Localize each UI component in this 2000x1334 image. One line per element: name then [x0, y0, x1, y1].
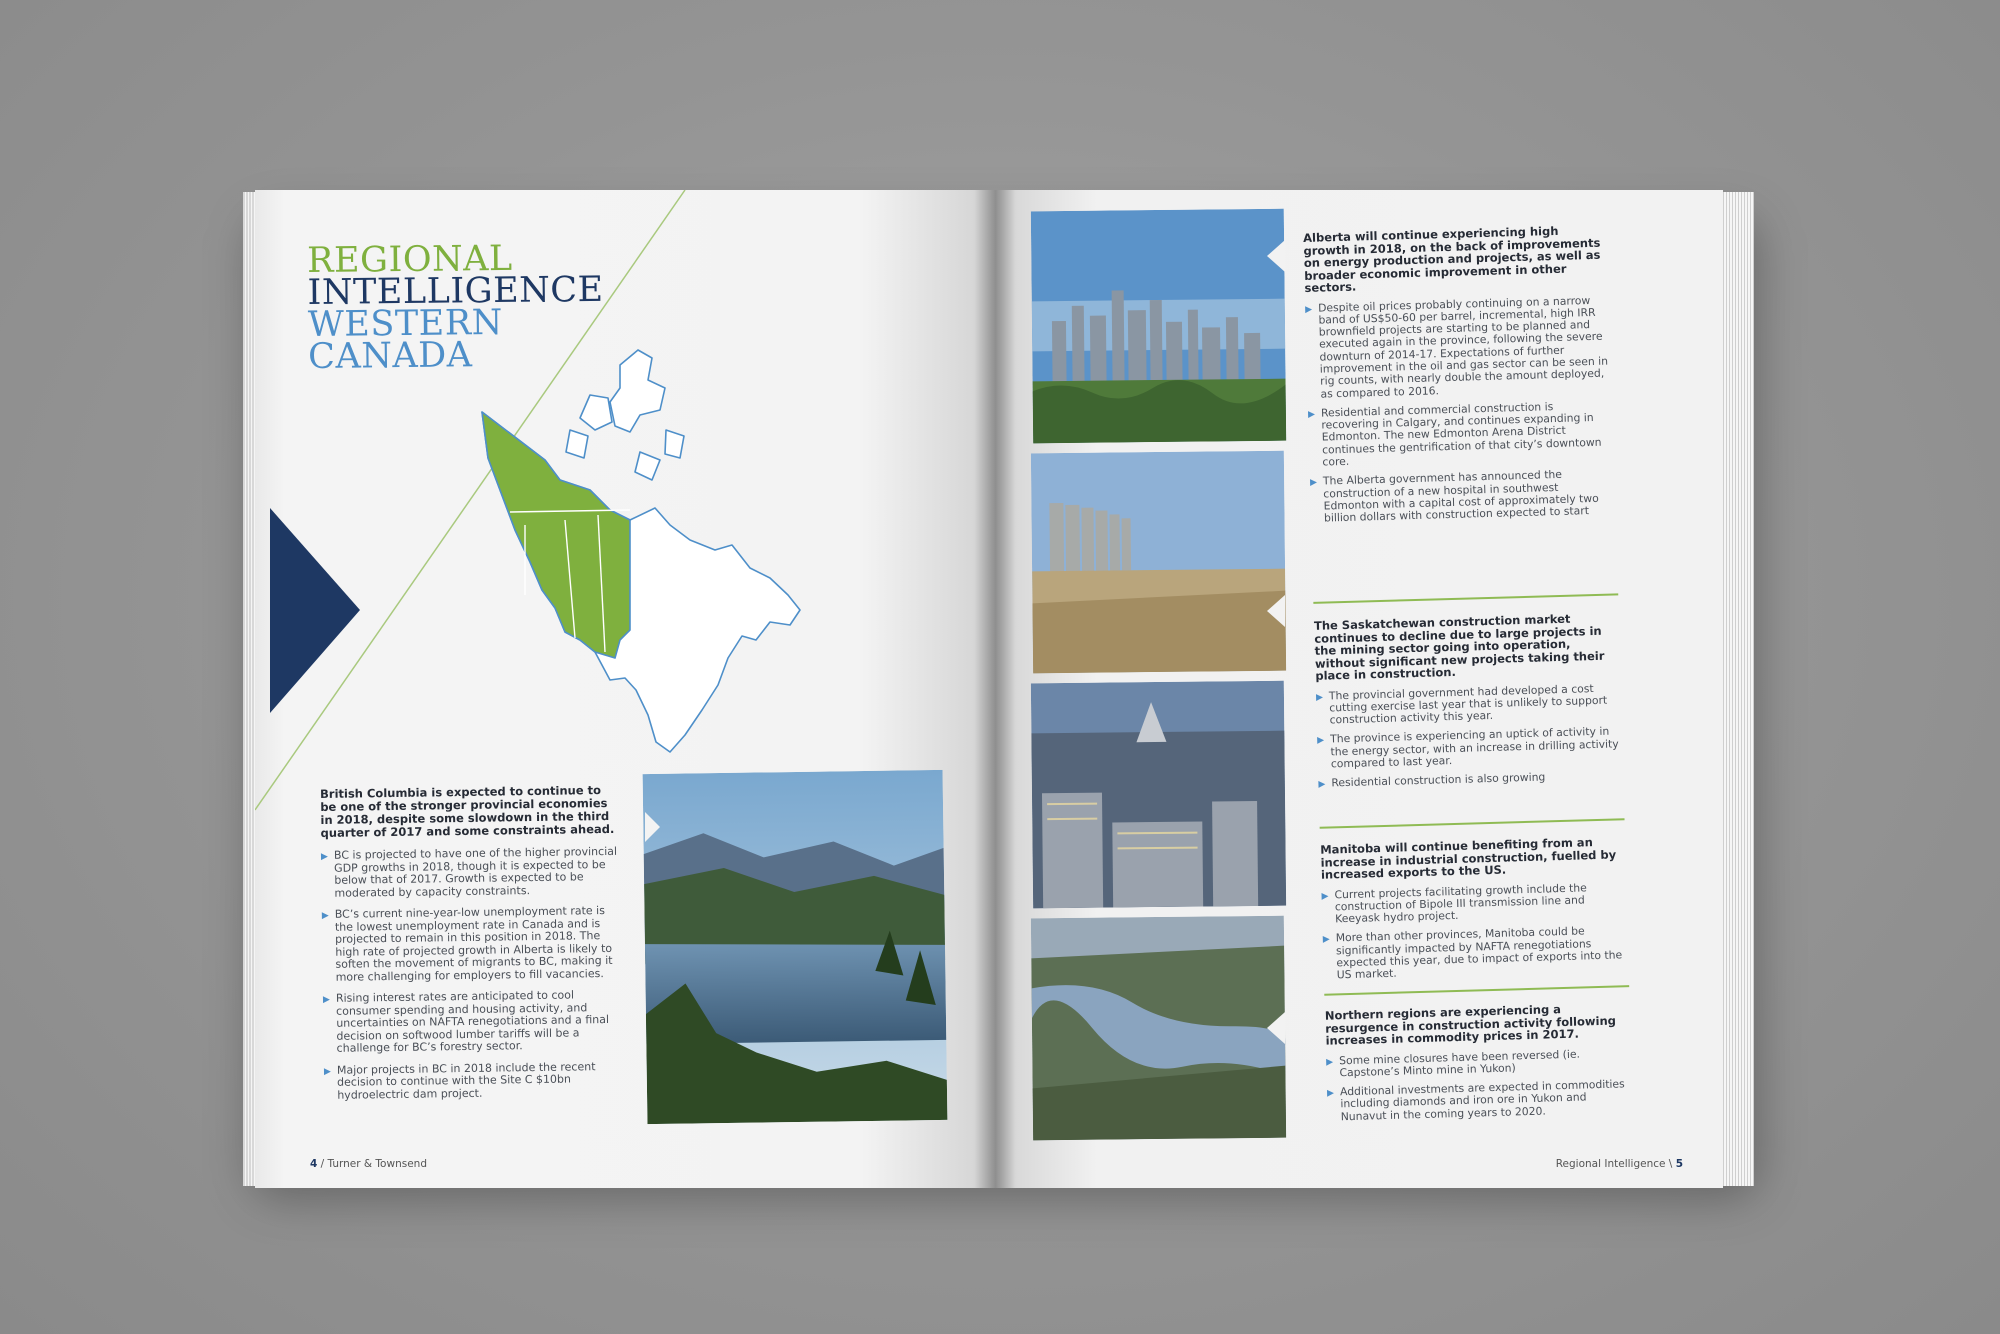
bc-bullets	[321, 846, 624, 1102]
page-number: 4	[310, 1158, 318, 1170]
triangle-right-icon: ▶	[1309, 478, 1318, 489]
bullet-text: Additional investments are expected in commodities including diamonds and iron ore in Yukon and Nunavut in the coming years to 2020.	[1339, 1077, 1625, 1123]
triangle-right-icon: ▶	[1315, 692, 1324, 703]
title-line-intelligence: INTELLIGENCE	[307, 269, 604, 313]
triangle-right-icon: ▶	[1326, 1088, 1335, 1099]
navy-triangle	[270, 508, 360, 713]
list-item	[324, 1060, 624, 1102]
bullet-text: More than other provinces, Manitoba could be significantly impacted by NAFTA renegotiations expected this year, due to impact of exports into the US market.	[1335, 924, 1623, 982]
triangle-right-icon: ▶	[1317, 736, 1325, 747]
manitoba-section	[1320, 835, 1629, 989]
triangle-right-icon: ▶	[1322, 934, 1330, 946]
section-name: Regional Intelligence	[1555, 1158, 1666, 1170]
book-gutter	[975, 190, 1015, 1188]
bullet-text: Some mine closures have been reversed (ie. Capstone’s Minto mine in Yukon)	[1338, 1047, 1581, 1080]
triangle-right-icon: ▶	[323, 1066, 331, 1077]
bullet-text: BC’s current nine-year-low unemployment rate is the lowest unemployment rate in Canada and is projected to remain in this position in 2018. The high rate of projected growth in Alberta is likely to soften the movement of migrants to BC, making it more challenging for employers to fill vacancies.	[334, 904, 613, 984]
page-number: 5	[1675, 1158, 1683, 1170]
photo-notch	[1267, 595, 1285, 627]
list-item	[1316, 682, 1622, 727]
section-divider	[1313, 593, 1618, 604]
photo-notch	[645, 812, 660, 842]
right-footer	[1556, 1158, 1683, 1170]
bullet-text: Major projects in BC in 2018 include the recent decision to continue with the Site C $10bn hydroelectric dam project.	[336, 1059, 596, 1102]
manitoba-lead: Manitoba will continue benefiting from an increase in industrial construction, fuelled by increased exports to the US.	[1320, 835, 1617, 882]
bc-lead: British Columbia is expected to continue to be one of the stronger provincial economies in 2018, despite some slowdown in the third quarter of 2017 and some constraints ahead.	[319, 783, 615, 840]
footer-separator: \	[1665, 1158, 1676, 1170]
right-page	[995, 190, 1723, 1188]
list-item	[1323, 925, 1629, 983]
title-line-canada: CANADA	[307, 335, 473, 377]
list-item	[322, 905, 623, 984]
alberta-bullets	[1305, 294, 1616, 525]
footer-separator: /	[317, 1158, 328, 1170]
photo-notch	[1267, 240, 1285, 272]
city-night-photo	[1031, 681, 1286, 909]
list-item	[1326, 1047, 1632, 1080]
city-skyline-photo	[1031, 209, 1286, 444]
title-line-regional: REGIONAL	[306, 238, 513, 281]
bullet-text: The province is experiencing an uptick of activity in the energy sector, with an increase in drilling activity compared to last year.	[1329, 725, 1619, 771]
triangle-right-icon: ▶	[1307, 409, 1316, 420]
triangle-right-icon: ▶	[1326, 1056, 1334, 1068]
northern-lead: Northern regions are experiencing a resurgence in construction activity following increases in commodity prices in 2017.	[1324, 1002, 1617, 1048]
bullet-text: BC is projected to have one of the higher provincial GDP growths in 2018, though it is expected to be below that of 2017. Growth is expected to be moderated by capacity constraints.	[333, 844, 618, 900]
grain-elevator-photo	[1031, 451, 1286, 674]
title-line-western: WESTERN	[307, 302, 503, 345]
list-item	[1321, 881, 1627, 926]
triangle-right-icon: ▶	[1305, 304, 1313, 315]
bullet-text: Despite oil prices probably continuing on a narrow band of US$50-60 per barrel, incremental, high IRR brownfield projects are starting to be planned and executed again in the province, following the severe downturn of 2014-17. Expectations of further improvement in the oil and gas sector can be seen in rig counts, with nearly double the amount deployed, as compared to 2016.	[1317, 293, 1609, 401]
list-item	[321, 846, 622, 900]
northern-bullets	[1326, 1047, 1633, 1124]
triangle-right-icon: ▶	[320, 851, 328, 862]
list-item	[1327, 1078, 1633, 1123]
bullet-text: Residential and commercial construction is recovering in Calgary, and continues expanding in Edmonton. The new Edmonton Arena District continues the gentrification of that city’s downtown core.	[1320, 399, 1602, 469]
northern-section	[1325, 1001, 1633, 1130]
triangle-right-icon: ▶	[1318, 779, 1326, 791]
triangle-right-icon: ▶	[1321, 891, 1329, 902]
photo-notch	[1267, 1012, 1285, 1044]
list-item	[1310, 468, 1616, 526]
bullet-text: Residential construction is also growing	[1331, 770, 1546, 790]
bullet-text: The Alberta government has announced the construction of a new hospital in southwest Edmonton with a capital cost of approximately two billion dollars with construction expected to start	[1322, 468, 1599, 525]
alberta-section	[1303, 223, 1616, 532]
bullet-text: The provincial government had developed a cost cutting exercise last year that is unlikely to support construction activity this year.	[1328, 681, 1608, 727]
right-page-edges	[1718, 192, 1754, 1186]
list-item	[1308, 399, 1615, 469]
bullet-text: Rising interest rates are anticipated to cool consumer spending and housing activity, and uncertainties on NAFTA renegotiations and a final decision on softwood lumber tariffs will be a challenge for BC’s forestry sector.	[335, 988, 610, 1055]
saskatchewan-lead: The Saskatchewan construction market continues to decline due to large projects in the mining sector going into operation, without significant new projects taking their place in construction.	[1313, 611, 1605, 683]
triangle-right-icon: ▶	[321, 910, 329, 921]
list-item	[1318, 770, 1623, 791]
list-item	[1317, 726, 1623, 771]
bc-section	[320, 784, 624, 1111]
left-page	[255, 190, 995, 1188]
river-valley-photo	[1031, 916, 1286, 1141]
manitoba-bullets	[1321, 881, 1628, 983]
saskatchewan-section	[1314, 611, 1624, 797]
bullet-text: Current projects facilitating growth include the construction of Bipole III transmission line and Keeyask hydro project.	[1334, 880, 1587, 926]
left-footer	[310, 1158, 427, 1170]
triangle-right-icon: ▶	[322, 994, 330, 1005]
list-item	[323, 989, 624, 1056]
alberta-lead: Alberta will continue experiencing high growth in 2018, on the back of improvements on energy production and projects, as well as broader economic improvement in other sectors.	[1302, 223, 1601, 295]
list-item	[1305, 294, 1613, 401]
lake-photo	[643, 770, 948, 1124]
publisher: Turner & Townsend	[327, 1158, 427, 1170]
section-divider	[1320, 818, 1625, 829]
right-text-column	[1302, 223, 1625, 1123]
canada-map	[470, 340, 810, 760]
saskatchewan-bullets	[1316, 682, 1624, 791]
